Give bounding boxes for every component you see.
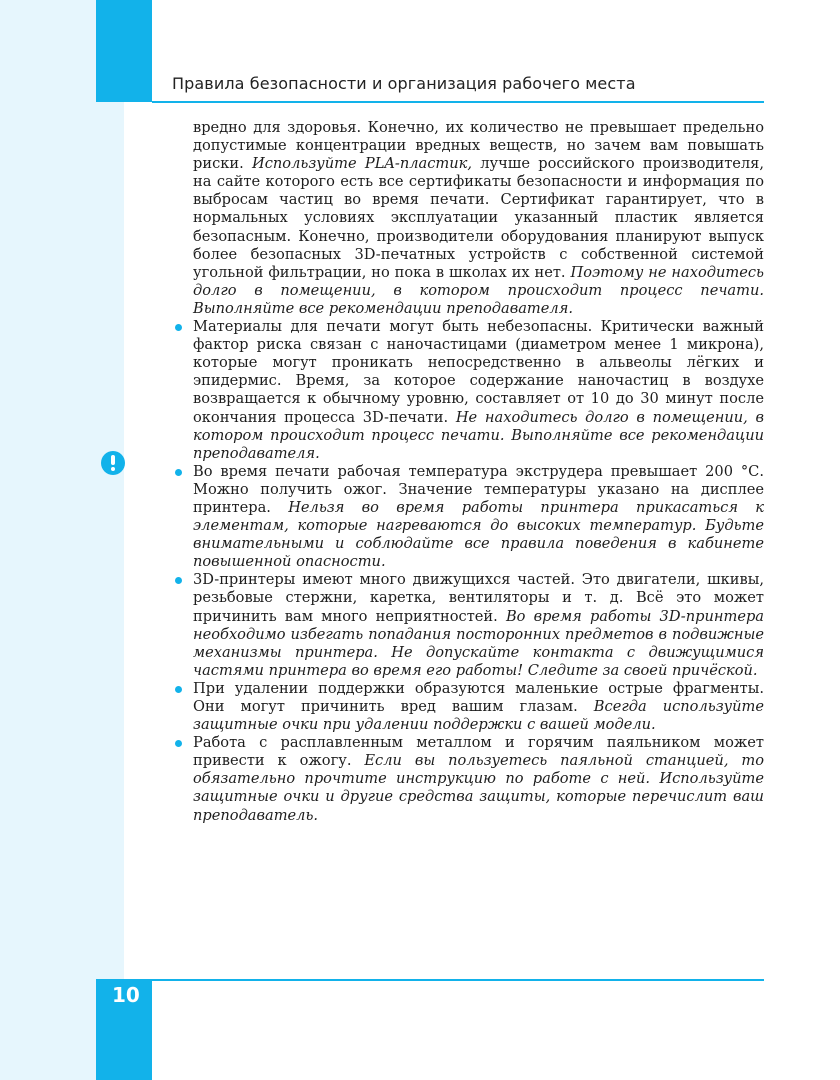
page-body: [173, 119, 764, 825]
bullet-icon: [175, 577, 182, 584]
item-text: Во время печати рабочая температура экструдера превышает 200 °С. Можно получить ожог. Значение температуры указано на дисплее принтера.: [193, 462, 764, 516]
list-item: [173, 680, 764, 734]
list-item: [173, 463, 764, 572]
bullet-icon: [175, 324, 182, 331]
intro-emphasis-2: Поэтому не находитесь долго в помещении, в котором происходит процесс печати. Выполняйте все рекомендации преподавателя.: [193, 263, 764, 317]
list-item: [173, 318, 764, 463]
safety-list: [173, 318, 764, 825]
list-item: [173, 571, 764, 680]
item-text: При удалении поддержки образуются маленькие острые фрагменты. Они могут причинить вред вашим глазам.: [193, 679, 764, 715]
item-emphasis: Не находитесь долго в помещении, в котором происходит процесс печати. Выполняйте все рекомендации преподавателя.: [193, 408, 764, 462]
item-text: Материалы для печати могут быть небезопасны. Критически важный фактор риска связан с наночастицами (диаметром менее 1 микрона), которые могут проникать непосредственно в альвеолы лёгких и эпидермис. Время, за которое содержание наночастиц в воздухе возвращается к обычному уровню, составляет от 10 до 30 минут после окончания процесса 3D-печати.: [193, 318, 764, 426]
bullet-icon: [175, 740, 182, 747]
item-emphasis: Всегда используйте защитные очки при удалении поддержки с вашей модели.: [193, 698, 764, 734]
running-title: Правила безопасности и организация рабочего места: [172, 74, 636, 93]
header-rule: [152, 101, 764, 103]
bullet-icon: [175, 469, 182, 476]
bullet-icon: [175, 686, 182, 693]
list-item: [173, 734, 764, 824]
exclamation-icon: [101, 451, 125, 475]
margin-band: [0, 0, 124, 1080]
intro-text: вредно для здоровья. Конечно, их количество не превышает предельно допустимые концентрации вредных веществ, но зачем вам повышать риски.: [193, 119, 764, 173]
item-text: Работа с расплавленным металлом и горячим паяльником может привести к ожогу.: [193, 734, 764, 770]
intro-emphasis: Используйте PLA-пластик,: [252, 155, 473, 173]
item-emphasis: Если вы пользуетесь паяльной станцией, то обязательно прочтите инструкцию по работе с ней. Используйте защитные очки и другие средства защиты, которые перечислит ваш преподаватель.: [193, 752, 765, 824]
intro-text-2: лучше российского производителя, на сайте которого есть все сертификаты безопасности и информация по выбросам частиц во время печати. Сертификат гарантирует, что в нормальных условиях эксплуатации указанный пластик является безопасным. Конечно, производители оборудования планируют выпуск более безопасных 3D-печатных устройств с собственной системой угольной фильтрации, но пока в школах их нет.: [193, 155, 765, 281]
item-emphasis: Нельзя во время работы принтера прикасаться к элементам, которые нагреваются до высоких температур. Будьте внимательными и соблюдайте все правила поведения в кабинете повышенной опасности.: [193, 498, 764, 571]
intro-paragraph: [173, 119, 764, 318]
footer-rule: [152, 979, 764, 981]
header-accent-block: [96, 0, 152, 102]
page-number: 10: [112, 983, 140, 1007]
item-text: 3D-принтеры имеют много движущихся частей. Это двигатели, шкивы, резьбовые стержни, каретка, вентиляторы и т. д. Всё это может причинить вам много неприятностей.: [193, 571, 764, 625]
item-emphasis: Во время работы 3D-принтера необходимо избегать попадания посторонних предметов в подвижные механизмы принтера. Не допускайте контакта с движущимися частями принтера во время его работы! Следите за своей причёской.: [193, 607, 765, 679]
